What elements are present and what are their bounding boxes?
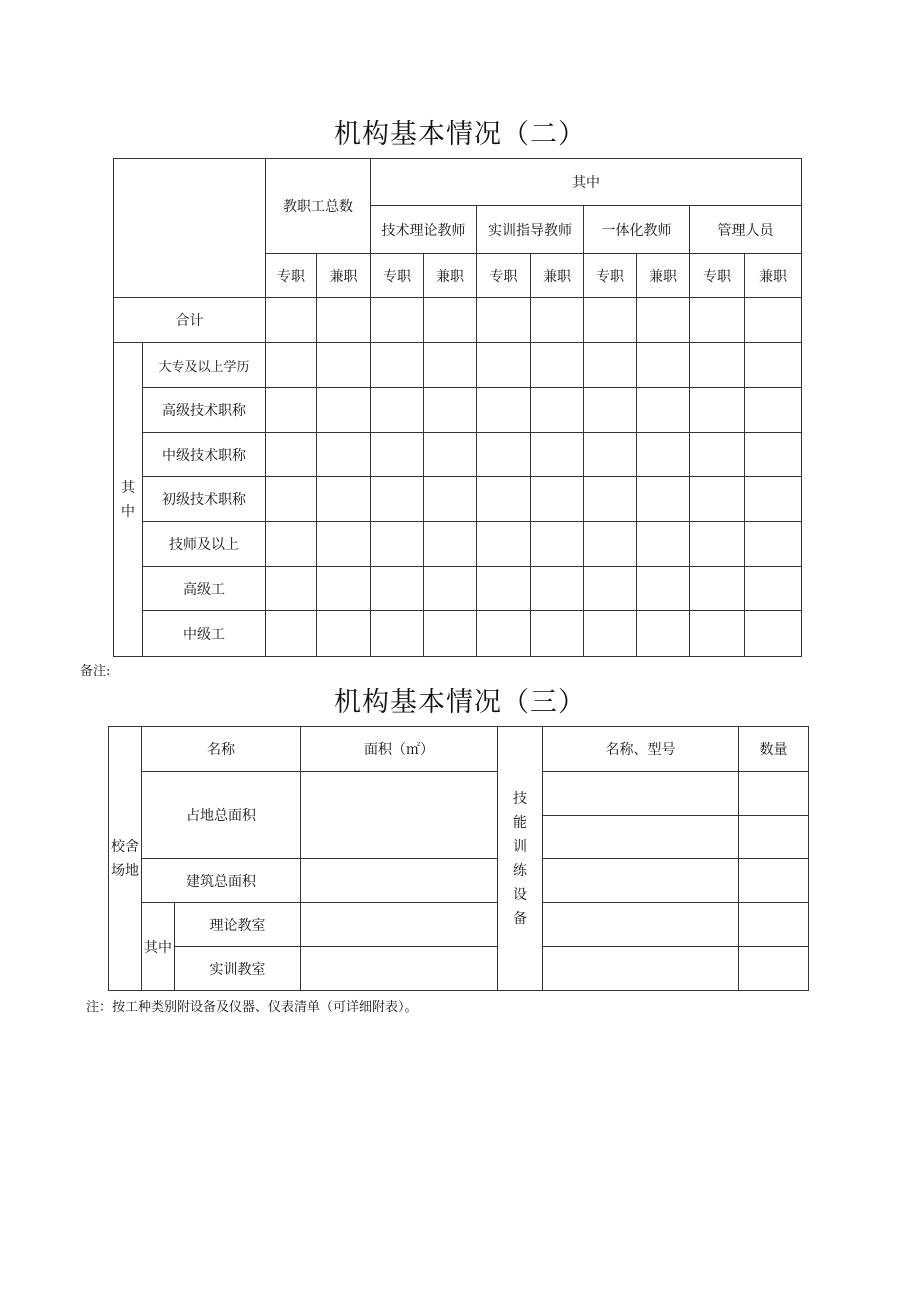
data-cell[interactable] <box>745 477 802 522</box>
data-cell[interactable] <box>531 433 584 477</box>
data-cell[interactable] <box>266 567 317 611</box>
table-row <box>114 611 802 657</box>
table-row <box>114 477 802 522</box>
col-parttime: 兼职 <box>637 254 690 298</box>
data-cell[interactable] <box>531 298 584 343</box>
data-cell[interactable] <box>301 947 498 991</box>
data-cell[interactable] <box>266 433 317 477</box>
data-cell[interactable] <box>690 388 745 433</box>
data-cell[interactable] <box>584 477 637 522</box>
data-cell[interactable] <box>371 611 424 657</box>
data-cell[interactable] <box>745 611 802 657</box>
data-cell[interactable] <box>531 343 584 388</box>
row-label: 大专及以上学历 <box>143 343 266 388</box>
equipment-label: 技能训练设备 <box>498 727 543 991</box>
data-cell[interactable] <box>584 433 637 477</box>
table-row <box>114 343 802 388</box>
data-cell[interactable] <box>637 522 690 567</box>
row-label: 高级技术职称 <box>143 388 266 433</box>
data-cell[interactable] <box>543 903 739 947</box>
data-cell[interactable] <box>543 772 739 816</box>
row-label: 中级工 <box>143 611 266 657</box>
data-cell[interactable] <box>317 298 371 343</box>
data-cell[interactable] <box>424 477 477 522</box>
data-cell[interactable] <box>424 611 477 657</box>
data-cell[interactable] <box>745 567 802 611</box>
col-parttime: 兼职 <box>317 254 371 298</box>
data-cell[interactable] <box>424 522 477 567</box>
data-cell[interactable] <box>637 388 690 433</box>
col-qty: 数量 <box>739 727 809 772</box>
data-cell[interactable] <box>266 343 317 388</box>
data-cell[interactable] <box>371 567 424 611</box>
col-fulltime: 专职 <box>371 254 424 298</box>
data-cell[interactable] <box>531 388 584 433</box>
data-cell[interactable] <box>739 816 809 859</box>
data-cell[interactable] <box>371 343 424 388</box>
table2-title: 机构基本情况（二） <box>334 119 586 150</box>
data-cell[interactable] <box>745 343 802 388</box>
data-cell[interactable] <box>424 388 477 433</box>
col-model: 名称、型号 <box>543 727 739 772</box>
data-cell[interactable] <box>477 611 531 657</box>
data-cell[interactable] <box>584 522 637 567</box>
col-integrated-teachers: 一体化教师 <box>584 206 690 254</box>
row-total-area: 占地总面积 <box>142 772 301 859</box>
col-parttime: 兼职 <box>745 254 802 298</box>
col-practice-teachers: 实训指导教师 <box>477 206 584 254</box>
data-cell[interactable] <box>266 388 317 433</box>
row-practice-room: 实训教室 <box>175 947 301 991</box>
data-cell[interactable] <box>477 433 531 477</box>
row-theory-room: 理论教室 <box>175 903 301 947</box>
data-cell[interactable] <box>739 903 809 947</box>
data-cell[interactable] <box>266 477 317 522</box>
data-cell[interactable] <box>371 433 424 477</box>
data-cell[interactable] <box>424 433 477 477</box>
data-cell[interactable] <box>424 298 477 343</box>
col-fulltime: 专职 <box>584 254 637 298</box>
data-cell[interactable] <box>266 298 317 343</box>
row-label: 中级技术职称 <box>143 433 266 477</box>
data-cell[interactable] <box>477 567 531 611</box>
data-cell[interactable] <box>637 611 690 657</box>
row-label: 技师及以上 <box>143 522 266 567</box>
data-cell[interactable] <box>266 611 317 657</box>
data-cell[interactable] <box>637 567 690 611</box>
data-cell[interactable] <box>317 388 371 433</box>
col-fulltime: 专职 <box>477 254 531 298</box>
data-cell[interactable] <box>745 298 802 343</box>
col-name: 名称 <box>142 727 301 772</box>
table-row <box>114 388 802 433</box>
data-cell[interactable] <box>690 567 745 611</box>
data-cell[interactable] <box>745 522 802 567</box>
footnote: 注：按工种类别附设备及仪器、仪表清单（可详细附表）。 <box>86 1000 418 1015</box>
data-cell[interactable] <box>531 611 584 657</box>
data-cell[interactable] <box>690 611 745 657</box>
col-fulltime: 专职 <box>690 254 745 298</box>
table3-title: 机构基本情况（三） <box>334 687 586 718</box>
data-cell[interactable] <box>531 522 584 567</box>
row-group-label: 其中 <box>142 903 175 991</box>
data-cell[interactable] <box>477 522 531 567</box>
data-cell[interactable] <box>584 388 637 433</box>
campus-label: 校舍场地 <box>109 727 142 991</box>
data-cell[interactable] <box>531 477 584 522</box>
data-cell[interactable] <box>543 859 739 903</box>
data-cell[interactable] <box>739 772 809 816</box>
data-cell[interactable] <box>477 477 531 522</box>
row-building-area: 建筑总面积 <box>142 859 301 903</box>
col-theory-teachers: 技术理论教师 <box>371 206 477 254</box>
data-cell[interactable] <box>317 433 371 477</box>
row-total-label: 合计 <box>114 298 266 343</box>
data-cell[interactable] <box>584 611 637 657</box>
data-cell[interactable] <box>531 567 584 611</box>
table-row <box>114 298 802 343</box>
data-cell[interactable] <box>739 947 809 991</box>
col-fulltime: 专职 <box>266 254 317 298</box>
row-label: 初级技术职称 <box>143 477 266 522</box>
data-cell[interactable] <box>584 343 637 388</box>
data-cell[interactable] <box>424 343 477 388</box>
data-cell[interactable] <box>637 298 690 343</box>
table-row <box>114 522 802 567</box>
data-cell[interactable] <box>477 343 531 388</box>
data-cell[interactable] <box>543 816 739 859</box>
data-cell[interactable] <box>424 567 477 611</box>
col-parttime: 兼职 <box>424 254 477 298</box>
data-cell[interactable] <box>690 298 745 343</box>
row-label: 高级工 <box>143 567 266 611</box>
staff-table <box>113 158 802 657</box>
table-row <box>114 567 802 611</box>
data-cell[interactable] <box>477 298 531 343</box>
data-cell[interactable] <box>317 567 371 611</box>
data-cell[interactable] <box>301 859 498 903</box>
data-cell[interactable] <box>745 433 802 477</box>
col-management: 管理人员 <box>690 206 802 254</box>
data-cell[interactable] <box>301 903 498 947</box>
data-cell[interactable] <box>637 433 690 477</box>
corner-cell <box>114 159 266 298</box>
data-cell[interactable] <box>739 859 809 903</box>
facility-table <box>108 726 809 991</box>
data-cell[interactable] <box>266 522 317 567</box>
data-cell[interactable] <box>543 947 739 991</box>
data-cell[interactable] <box>371 522 424 567</box>
col-area: 面积（㎡） <box>301 727 498 772</box>
col-parttime: 兼职 <box>531 254 584 298</box>
data-cell[interactable] <box>690 522 745 567</box>
data-cell[interactable] <box>317 611 371 657</box>
table-row <box>114 433 802 477</box>
data-cell[interactable] <box>637 343 690 388</box>
remark-label: 备注: <box>80 664 111 679</box>
data-cell[interactable] <box>584 567 637 611</box>
data-cell[interactable] <box>371 477 424 522</box>
data-cell[interactable] <box>690 477 745 522</box>
data-cell[interactable] <box>371 298 424 343</box>
data-cell[interactable] <box>477 388 531 433</box>
data-cell[interactable] <box>317 522 371 567</box>
data-cell[interactable] <box>317 477 371 522</box>
col-group-header: 其中 <box>371 159 802 206</box>
data-cell[interactable] <box>371 388 424 433</box>
data-cell[interactable] <box>317 343 371 388</box>
data-cell[interactable] <box>301 772 498 859</box>
data-cell[interactable] <box>690 343 745 388</box>
data-cell[interactable] <box>637 477 690 522</box>
data-cell[interactable] <box>584 298 637 343</box>
data-cell[interactable] <box>690 433 745 477</box>
data-cell[interactable] <box>745 388 802 433</box>
row-group-label: 其中 <box>114 343 143 657</box>
col-total-staff: 教职工总数 <box>266 159 371 254</box>
